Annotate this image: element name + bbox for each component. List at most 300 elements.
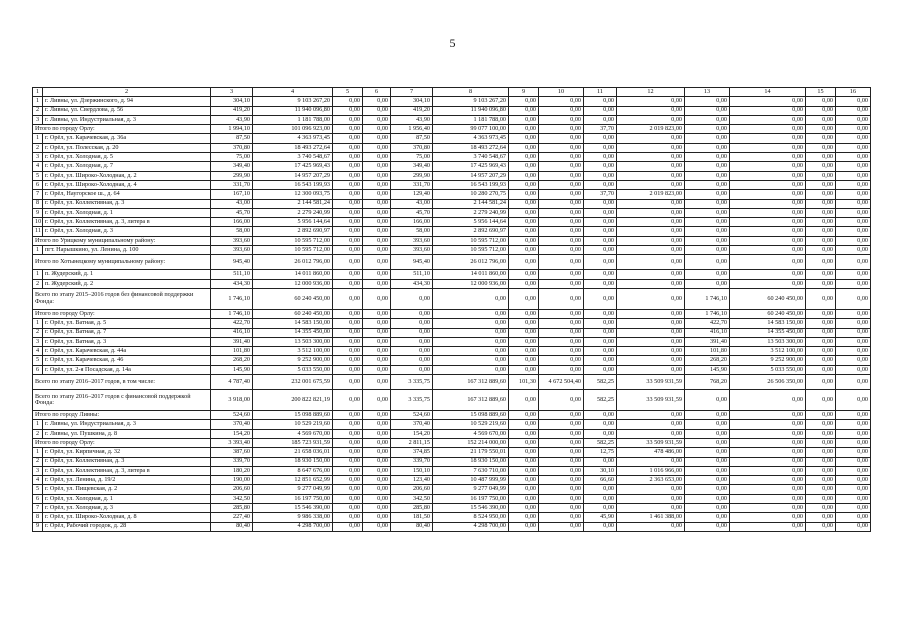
value-cell: 0,00 <box>617 347 685 356</box>
column-number: 11 <box>584 88 617 97</box>
table-row <box>33 328 871 337</box>
table-row <box>33 466 871 475</box>
value-cell: 0,00 <box>730 513 806 522</box>
value-cell: 206,60 <box>211 485 253 494</box>
value-cell: 0,00 <box>539 503 584 512</box>
value-cell: 0,00 <box>617 429 685 438</box>
value-cell: 391,40 <box>685 337 730 346</box>
value-cell: 0,00 <box>363 347 391 356</box>
value-cell: 0,00 <box>584 270 617 279</box>
value-cell: 80,40 <box>211 522 253 531</box>
value-cell: 0,00 <box>617 143 685 152</box>
value-cell: 3 512 100,00 <box>253 347 333 356</box>
value-cell: 12 851 652,99 <box>253 476 333 485</box>
value-cell: 1 956,40 <box>391 125 433 134</box>
value-cell: 87,50 <box>391 134 433 143</box>
value-cell: 9 277 049,99 <box>253 485 333 494</box>
value-cell: 0,00 <box>333 448 363 457</box>
value-cell: 374,85 <box>391 448 433 457</box>
housing-program-table <box>32 87 871 532</box>
value-cell: 0,00 <box>509 485 539 494</box>
value-cell: 0,00 <box>363 153 391 162</box>
value-cell: 416,10 <box>211 328 253 337</box>
address-cell: г. Орёл, ул. Карачевская, д. 36а <box>43 134 211 143</box>
value-cell: 0,00 <box>539 199 584 208</box>
value-cell: 0,00 <box>685 106 730 115</box>
value-cell: 14 957 207,29 <box>253 171 333 180</box>
value-cell: 16 197 750,00 <box>433 494 509 503</box>
table-row <box>33 153 871 162</box>
subtotal-label: Всего по этапу 2015–2016 годов без финансовой поддержки Фонда: <box>33 288 211 309</box>
value-cell: 0,00 <box>806 153 836 162</box>
value-cell: 0,00 <box>509 309 539 318</box>
value-cell: 0,00 <box>806 125 836 134</box>
value-cell: 0,00 <box>333 208 363 217</box>
value-cell: 0,00 <box>617 288 685 309</box>
value-cell: 0,00 <box>333 356 363 365</box>
value-cell: 0,00 <box>333 227 363 236</box>
table-row <box>33 190 871 199</box>
value-cell: 0,00 <box>836 106 871 115</box>
value-cell: 0,00 <box>363 270 391 279</box>
value-cell: 0,00 <box>363 513 391 522</box>
value-cell: 101,30 <box>509 375 539 390</box>
value-cell: 0,00 <box>617 328 685 337</box>
value-cell: 0,00 <box>730 171 806 180</box>
value-cell: 0,00 <box>333 97 363 106</box>
subtotal-label: Итого по городу Орлу: <box>33 309 211 318</box>
value-cell: 4 787,40 <box>211 375 253 390</box>
value-cell: 43,90 <box>391 115 433 124</box>
value-cell: 0,00 <box>539 411 584 420</box>
value-cell: 582,25 <box>584 390 617 411</box>
value-cell: 0,00 <box>685 420 730 429</box>
value-cell: 1 746,10 <box>211 288 253 309</box>
subtotal-row <box>33 309 871 318</box>
value-cell: 422,70 <box>685 319 730 328</box>
value-cell: 14 011 860,00 <box>433 270 509 279</box>
value-cell: 0,00 <box>509 143 539 152</box>
value-cell: 18 493 272,64 <box>433 143 509 152</box>
value-cell: 145,90 <box>685 365 730 374</box>
table-row <box>33 218 871 227</box>
value-cell: 0,00 <box>836 180 871 189</box>
value-cell: 0,00 <box>584 522 617 531</box>
value-cell: 0,00 <box>806 513 836 522</box>
value-cell: 3 740 548,67 <box>253 153 333 162</box>
value-cell: 0,00 <box>836 246 871 255</box>
column-number: 5 <box>333 88 363 97</box>
row-number: 4 <box>33 162 43 171</box>
value-cell: 0,00 <box>333 236 363 245</box>
value-cell: 0,00 <box>509 255 539 270</box>
value-cell: 154,20 <box>211 429 253 438</box>
value-cell: 0,00 <box>584 328 617 337</box>
table-row <box>33 429 871 438</box>
value-cell: 0,00 <box>509 134 539 143</box>
value-cell: 0,00 <box>539 106 584 115</box>
value-cell: 0,00 <box>730 390 806 411</box>
row-number: 9 <box>33 208 43 217</box>
value-cell: 2 892 690,97 <box>433 227 509 236</box>
value-cell: 66,60 <box>584 476 617 485</box>
value-cell: 0,00 <box>617 411 685 420</box>
value-cell: 0,00 <box>836 270 871 279</box>
value-cell: 0,00 <box>363 390 391 411</box>
value-cell: 0,00 <box>363 106 391 115</box>
value-cell: 0,00 <box>509 106 539 115</box>
value-cell: 0,00 <box>363 429 391 438</box>
address-cell: г. Орёл, Наугорское ш., д. 64 <box>43 190 211 199</box>
table-row <box>33 319 871 328</box>
value-cell: 0,00 <box>617 356 685 365</box>
value-cell: 0,00 <box>509 494 539 503</box>
value-cell: 45,70 <box>391 208 433 217</box>
value-cell: 342,50 <box>211 494 253 503</box>
address-cell: г. Орёл, ул. Коллективная, д. 3, литера в <box>43 218 211 227</box>
value-cell: 26 012 796,00 <box>253 255 333 270</box>
value-cell: 15 098 889,60 <box>253 411 333 420</box>
value-cell: 99 077 100,00 <box>433 125 509 134</box>
column-number: 3 <box>211 88 253 97</box>
column-number: 14 <box>730 88 806 97</box>
value-cell: 0,00 <box>584 420 617 429</box>
value-cell: 339,70 <box>391 457 433 466</box>
value-cell: 0,00 <box>836 429 871 438</box>
value-cell: 11 940 096,80 <box>253 106 333 115</box>
value-cell: 0,00 <box>730 125 806 134</box>
value-cell: 0,00 <box>509 227 539 236</box>
value-cell: 0,00 <box>685 218 730 227</box>
value-cell: 299,90 <box>391 171 433 180</box>
value-cell: 232 001 675,59 <box>253 375 333 390</box>
value-cell: 0,00 <box>836 457 871 466</box>
value-cell: 0,00 <box>730 218 806 227</box>
value-cell: 0,00 <box>730 236 806 245</box>
value-cell: 0,00 <box>617 270 685 279</box>
column-number: 13 <box>685 88 730 97</box>
address-cell: г. Орёл, ул. Ленина, д. 19/2 <box>43 476 211 485</box>
value-cell: 0,00 <box>363 143 391 152</box>
value-cell: 0,00 <box>806 236 836 245</box>
value-cell: 0,00 <box>685 115 730 124</box>
address-cell: г. Орёл, ул. Пищевская, д. 2 <box>43 485 211 494</box>
value-cell: 2 144 581,24 <box>253 199 333 208</box>
value-cell: 4 569 670,00 <box>253 429 333 438</box>
value-cell: 14 583 150,00 <box>730 319 806 328</box>
value-cell: 0,00 <box>333 153 363 162</box>
value-cell: 0,00 <box>333 513 363 522</box>
value-cell: 0,00 <box>391 356 433 365</box>
column-number: 15 <box>806 88 836 97</box>
value-cell: 0,00 <box>333 309 363 318</box>
value-cell: 58,00 <box>211 227 253 236</box>
value-cell: 268,20 <box>211 356 253 365</box>
value-cell: 0,00 <box>730 485 806 494</box>
table-row <box>33 97 871 106</box>
value-cell: 0,00 <box>391 288 433 309</box>
value-cell: 0,00 <box>836 218 871 227</box>
value-cell: 0,00 <box>730 134 806 143</box>
value-cell: 0,00 <box>333 134 363 143</box>
value-cell: 304,10 <box>391 97 433 106</box>
column-number: 10 <box>539 88 584 97</box>
value-cell: 0,00 <box>836 328 871 337</box>
value-cell: 0,00 <box>806 270 836 279</box>
value-cell: 0,00 <box>333 218 363 227</box>
value-cell: 0,00 <box>584 134 617 143</box>
value-cell: 0,00 <box>391 319 433 328</box>
address-cell: г. Орёл, ул. Холодная, д. 3 <box>43 227 211 236</box>
value-cell: 0,00 <box>539 438 584 447</box>
value-cell: 0,00 <box>617 180 685 189</box>
subtotal-row <box>33 255 871 270</box>
subtotal-row <box>33 125 871 134</box>
value-cell: 0,00 <box>509 208 539 217</box>
table-row <box>33 337 871 346</box>
value-cell: 0,00 <box>363 448 391 457</box>
value-cell: 8 524 950,00 <box>433 513 509 522</box>
value-cell: 0,00 <box>333 115 363 124</box>
value-cell: 0,00 <box>539 429 584 438</box>
value-cell: 0,00 <box>730 153 806 162</box>
value-cell: 945,40 <box>211 255 253 270</box>
value-cell: 0,00 <box>509 125 539 134</box>
value-cell: 0,00 <box>685 466 730 475</box>
value-cell: 0,00 <box>836 337 871 346</box>
value-cell: 0,00 <box>584 279 617 288</box>
value-cell: 0,00 <box>363 309 391 318</box>
value-cell: 0,00 <box>836 522 871 531</box>
value-cell: 5 956 144,64 <box>433 218 509 227</box>
value-cell: 181,50 <box>391 513 433 522</box>
table-row <box>33 513 871 522</box>
value-cell: 58,00 <box>391 227 433 236</box>
value-cell: 0,00 <box>333 288 363 309</box>
address-cell: г. Орёл, ул. Широко-Холодная, д. 4 <box>43 180 211 189</box>
value-cell: 0,00 <box>685 162 730 171</box>
value-cell: 0,00 <box>509 218 539 227</box>
value-cell: 14 355 450,00 <box>253 328 333 337</box>
value-cell: 0,00 <box>836 494 871 503</box>
value-cell: 180,20 <box>211 466 253 475</box>
value-cell: 0,00 <box>806 255 836 270</box>
value-cell: 14 355 450,00 <box>730 328 806 337</box>
value-cell: 0,00 <box>806 180 836 189</box>
value-cell: 43,90 <box>211 115 253 124</box>
value-cell: 0,00 <box>584 162 617 171</box>
row-number: 1 <box>33 134 43 143</box>
row-number: 2 <box>33 279 43 288</box>
value-cell: 4 363 973,45 <box>253 134 333 143</box>
value-cell: 0,00 <box>617 485 685 494</box>
value-cell: 0,00 <box>617 503 685 512</box>
value-cell: 0,00 <box>730 476 806 485</box>
value-cell: 167 312 889,60 <box>433 375 509 390</box>
value-cell: 0,00 <box>806 115 836 124</box>
value-cell: 167,10 <box>211 190 253 199</box>
value-cell: 0,00 <box>509 476 539 485</box>
value-cell: 0,00 <box>685 279 730 288</box>
value-cell: 0,00 <box>363 503 391 512</box>
value-cell: 0,00 <box>539 309 584 318</box>
address-cell: г. Орёл, Рабочий городок, д. 28 <box>43 522 211 531</box>
value-cell: 0,00 <box>539 365 584 374</box>
value-cell: 0,00 <box>617 365 685 374</box>
row-number: 5 <box>33 356 43 365</box>
row-number: 6 <box>33 494 43 503</box>
value-cell: 0,00 <box>806 494 836 503</box>
value-cell: 0,00 <box>333 279 363 288</box>
value-cell: 0,00 <box>730 106 806 115</box>
value-cell: 185 723 931,59 <box>253 438 333 447</box>
row-number: 8 <box>33 199 43 208</box>
value-cell: 478 486,00 <box>617 448 685 457</box>
value-cell: 0,00 <box>333 466 363 475</box>
value-cell: 0,00 <box>539 190 584 199</box>
value-cell: 0,00 <box>806 309 836 318</box>
value-cell: 0,00 <box>363 328 391 337</box>
value-cell: 0,00 <box>333 420 363 429</box>
value-cell: 0,00 <box>433 347 509 356</box>
value-cell: 1 461 388,00 <box>617 513 685 522</box>
value-cell: 0,00 <box>539 466 584 475</box>
table-row <box>33 485 871 494</box>
value-cell: 26 506 350,00 <box>730 375 806 390</box>
address-cell: г. Орёл, ул. Ватная, д. 3 <box>43 337 211 346</box>
value-cell: 0,00 <box>806 420 836 429</box>
table-row <box>33 246 871 255</box>
address-cell: пгт. Нарышкино, ул. Ленина, д. 100 <box>43 246 211 255</box>
value-cell: 0,00 <box>730 270 806 279</box>
value-cell: 7 630 710,00 <box>433 466 509 475</box>
row-number: 9 <box>33 522 43 531</box>
value-cell: 0,00 <box>509 365 539 374</box>
value-cell: 0,00 <box>363 125 391 134</box>
value-cell: 0,00 <box>806 227 836 236</box>
value-cell: 37,70 <box>584 125 617 134</box>
column-number: 9 <box>509 88 539 97</box>
value-cell: 0,00 <box>539 279 584 288</box>
table-row <box>33 476 871 485</box>
value-cell: 0,00 <box>685 246 730 255</box>
value-cell: 0,00 <box>617 319 685 328</box>
value-cell: 3 335,75 <box>391 390 433 411</box>
value-cell: 0,00 <box>836 513 871 522</box>
value-cell: 0,00 <box>539 513 584 522</box>
row-number: 7 <box>33 503 43 512</box>
value-cell: 3 512 100,00 <box>730 347 806 356</box>
value-cell: 0,00 <box>617 208 685 217</box>
value-cell: 4 298 700,00 <box>253 522 333 531</box>
value-cell: 0,00 <box>617 162 685 171</box>
value-cell: 0,00 <box>539 227 584 236</box>
value-cell: 0,00 <box>539 208 584 217</box>
value-cell: 0,00 <box>617 227 685 236</box>
value-cell: 0,00 <box>836 208 871 217</box>
value-cell: 0,00 <box>584 457 617 466</box>
value-cell: 0,00 <box>617 309 685 318</box>
value-cell: 13 503 300,00 <box>730 337 806 346</box>
table-row <box>33 199 871 208</box>
value-cell: 0,00 <box>685 97 730 106</box>
value-cell: 0,00 <box>333 457 363 466</box>
value-cell: 12 300 093,75 <box>253 190 333 199</box>
value-cell: 10 529 219,60 <box>433 420 509 429</box>
value-cell: 0,00 <box>509 328 539 337</box>
value-cell: 0,00 <box>509 438 539 447</box>
column-number: 12 <box>617 88 685 97</box>
value-cell: 5 033 550,00 <box>730 365 806 374</box>
column-number: 7 <box>391 88 433 97</box>
value-cell: 0,00 <box>433 328 509 337</box>
row-number: 1 <box>33 246 43 255</box>
value-cell: 0,00 <box>333 337 363 346</box>
value-cell: 0,00 <box>333 270 363 279</box>
value-cell: 1 746,10 <box>685 288 730 309</box>
column-number: 16 <box>836 88 871 97</box>
value-cell: 75,00 <box>391 153 433 162</box>
value-cell: 0,00 <box>333 190 363 199</box>
value-cell: 0,00 <box>806 162 836 171</box>
table-row <box>33 503 871 512</box>
value-cell: 0,00 <box>509 199 539 208</box>
value-cell: 0,00 <box>836 319 871 328</box>
subtotal-row <box>33 390 871 411</box>
value-cell: 0,00 <box>509 466 539 475</box>
value-cell: 0,00 <box>584 236 617 245</box>
value-cell: 206,60 <box>391 485 433 494</box>
value-cell: 0,00 <box>539 180 584 189</box>
value-cell: 0,00 <box>333 246 363 255</box>
value-cell: 0,00 <box>363 171 391 180</box>
row-number: 2 <box>33 106 43 115</box>
value-cell: 768,20 <box>685 375 730 390</box>
subtotal-row <box>33 375 871 390</box>
value-cell: 0,00 <box>363 356 391 365</box>
value-cell: 1 746,10 <box>211 309 253 318</box>
value-cell: 0,00 <box>391 337 433 346</box>
row-number: 8 <box>33 513 43 522</box>
value-cell: 0,00 <box>363 227 391 236</box>
row-number: 1 <box>33 319 43 328</box>
value-cell: 0,00 <box>363 255 391 270</box>
address-cell: г. Ливны, ул. Свердлова, д. 56 <box>43 106 211 115</box>
value-cell: 0,00 <box>836 255 871 270</box>
value-cell: 0,00 <box>509 356 539 365</box>
value-cell: 0,00 <box>836 97 871 106</box>
value-cell: 0,00 <box>617 255 685 270</box>
value-cell: 331,70 <box>211 180 253 189</box>
value-cell: 393,60 <box>391 246 433 255</box>
value-cell: 0,00 <box>806 457 836 466</box>
value-cell: 18 930 150,00 <box>433 457 509 466</box>
value-cell: 0,00 <box>806 347 836 356</box>
value-cell: 2 019 823,00 <box>617 125 685 134</box>
value-cell: 15 546 390,00 <box>253 503 333 512</box>
row-number: 2 <box>33 143 43 152</box>
value-cell: 0,00 <box>509 513 539 522</box>
value-cell: 0,00 <box>509 288 539 309</box>
row-number: 5 <box>33 171 43 180</box>
value-cell: 0,00 <box>806 375 836 390</box>
value-cell: 10 595 712,00 <box>433 236 509 245</box>
value-cell: 0,00 <box>333 106 363 115</box>
column-number: 1 <box>33 88 43 97</box>
table-row <box>33 134 871 143</box>
value-cell: 0,00 <box>539 162 584 171</box>
value-cell: 60 240 450,00 <box>730 309 806 318</box>
